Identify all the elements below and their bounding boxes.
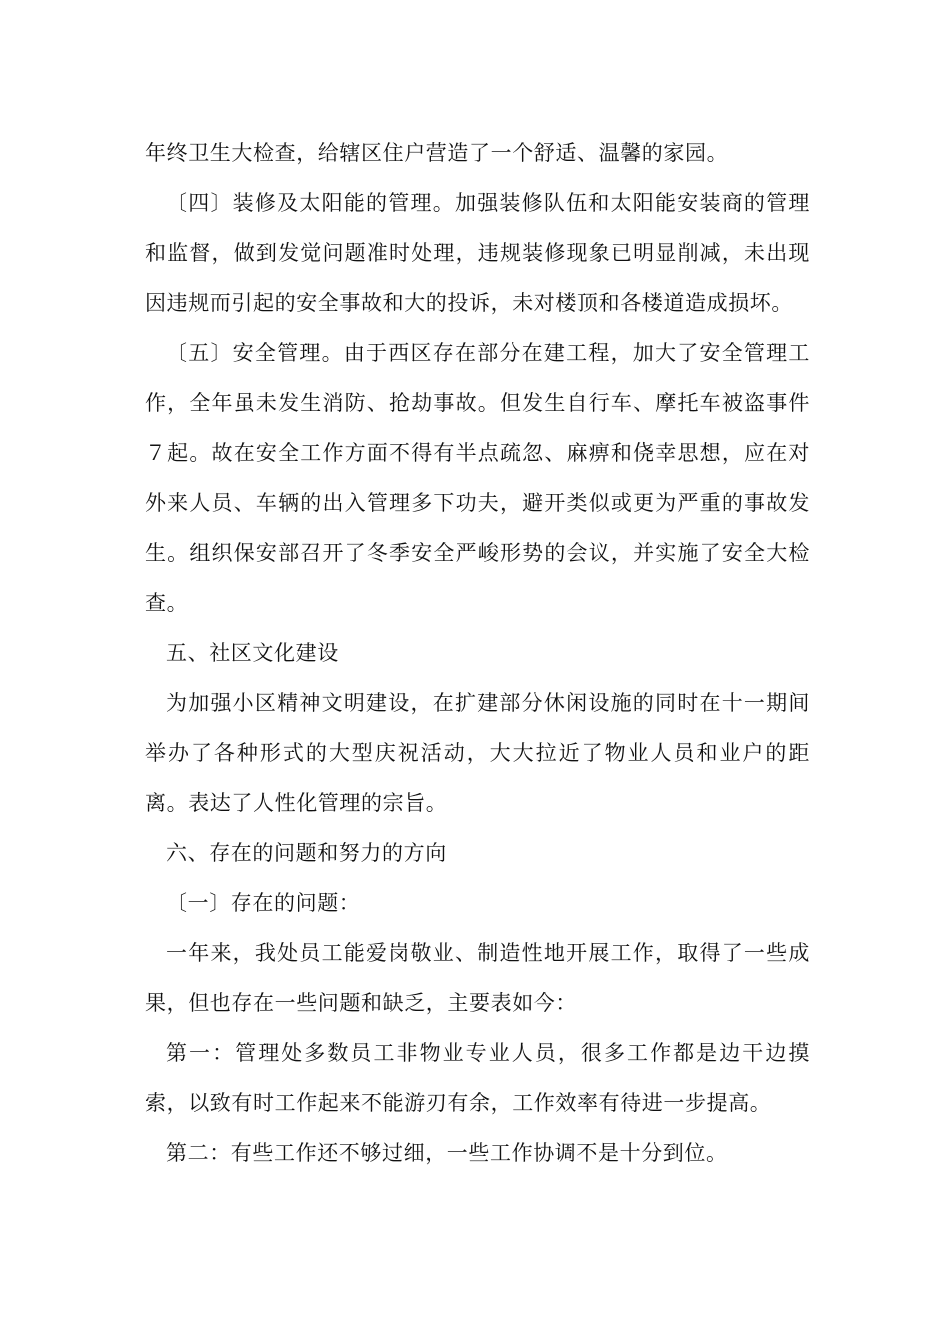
paragraph-sanitation: 年终卫生大检查，给辖区住户营造了一个舒适、温馨的家园。 <box>145 141 729 165</box>
document-body <box>145 128 810 1178</box>
section-heading-problems-direction: 六、存在的问题和努力的方向 <box>166 841 447 865</box>
section-heading-community-culture: 五、社区文化建设 <box>166 641 339 665</box>
paragraph-safety-management: 〔五〕安全管理。由于西区存在部分在建工程，加大了安全管理工作，全年虽未发生消防、抢劫事故。但发生自行车、摩托车被盗事件７起。故在安全工作方面不得有半点疏忽、麻痹和侥幸思想，应在对外来人员、车辆的出入管理多下功夫，避开类似或更为严重的事故发生。组织保安部召开了冬季安全严峻形势的会议，并实施了安全大检查。 <box>145 341 810 615</box>
paragraph-problem-two: 第二：有些工作还不够过细，一些工作协调不是十分到位。 <box>166 1141 728 1165</box>
paragraph-problems-intro: 一年来，我处员工能爱岗敬业、制造性地开展工作，取得了一些成果，但也存在一些问题和缺乏，主要表如今： <box>145 941 810 1015</box>
paragraph-community-culture: 为加强小区精神文明建设，在扩建部分休闲设施的同时在十一期间举办了各种形式的大型庆祝活动，大大拉近了物业人员和业户的距离。表达了人性化管理的宗旨。 <box>145 691 810 815</box>
paragraph-renovation-solar: 〔四〕装修及太阳能的管理。加强装修队伍和太阳能安装商的管理和监督，做到发觉问题准时处理，违规装修现象已明显削减，未出现因违规而引起的安全事故和大的投诉，未对楼顶和各楼道造成损坏。 <box>145 191 810 315</box>
subsection-heading-problems: 〔一〕存在的问题： <box>166 891 361 915</box>
paragraph-problem-one: 第一：管理处多数员工非物业专业人员，很多工作都是边干边摸索，以致有时工作起来不能游刃有余，工作效率有待进一步提高。 <box>145 1041 810 1115</box>
